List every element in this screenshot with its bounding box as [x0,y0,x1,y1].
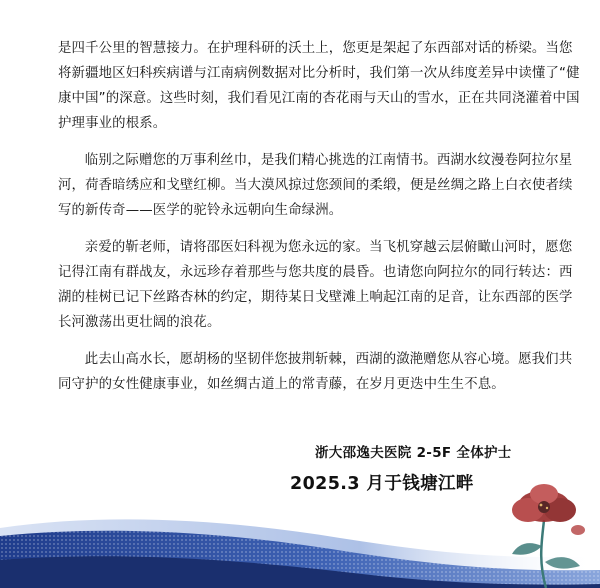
signature-date: 2025.3 月于钱塘江畔 [290,474,474,494]
letter-body [58,36,580,409]
signature-organization: 浙大邵逸夫医院 2-5F 全体护士 [315,445,512,461]
letter-paragraph: 是四千公里的智慧接力。在护理科研的沃土上，您更是架起了东西部对话的桥梁。当您将新疆地区妇科疾病谱与江南病例数据对比分析时，我们第一次从纬度差异中读懂了“健康中国”的深意。这些时刻，我们看见江南的杏花雨与天山的雪水，正在共同浇灌着中国护理事业的根系。 [58,41,580,131]
flower-illustration [488,480,600,588]
letter-paragraph: 此去山高水长，愿胡杨的坚韧伴您披荆斩棘，西湖的潋滟赠您从容心境。愿我们共同守护的女性健康事业，如丝绸古道上的常青藤，在岁月更迭中生生不息。 [58,352,573,392]
letter-paragraph: 亲爱的靳老师，请将邵医妇科视为您永远的家。当飞机穿越云层俯瞰山河时，愿您记得江南有群战友，永远珍存着那些与您共度的晨昏。也请您向阿拉尔的同行转达：西湖的桂树已记下丝路杏林的约定，期待某日戈壁滩上响起江南的足音，让东西部的医学长河激荡出更壮阔的浪花。 [58,240,573,330]
letter-paragraph: 临别之际赠您的万事利丝巾，是我们精心挑选的江南情书。西湖水纹漫卷阿拉尔星河，荷香暗绣应和戈壁红柳。当大漠风掠过您颈间的柔缎，便是丝绸之路上白衣使者续写的新传奇——医学的驼铃永远朝向生命绿洲。 [58,153,573,218]
